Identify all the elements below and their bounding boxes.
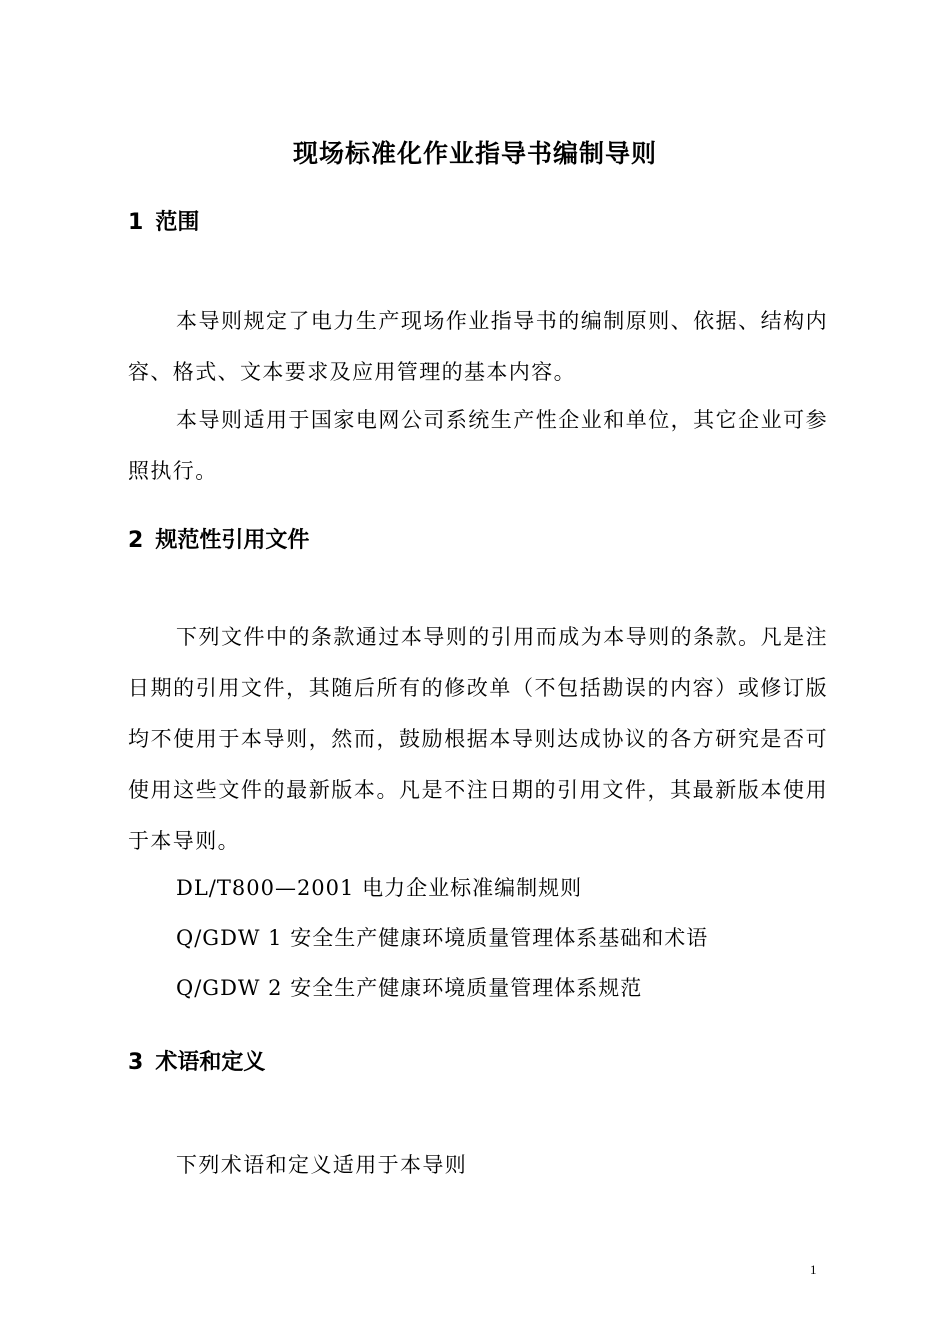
page-number: 1	[810, 1262, 817, 1277]
section-title: 术语和定义	[155, 1050, 266, 1075]
section-number: 1	[128, 210, 144, 235]
section-heading-normative-references	[128, 523, 309, 554]
reference-item: Q/GDW 1 安全生产健康环境质量管理体系基础和术语	[176, 926, 709, 950]
paragraph: 本导则规定了电力生产现场作业指导书的编制原则、依据、结构内容、格式、文本要求及应用管理的基本内容。	[128, 309, 828, 384]
section-number: 2	[128, 528, 144, 553]
section-title: 规范性引用文件	[155, 528, 310, 553]
paragraph: 本导则适用于国家电网公司系统生产性企业和单位，其它企业可参照执行。	[128, 408, 828, 483]
section-title: 范围	[155, 210, 200, 235]
reference-item: Q/GDW 2 安全生产健康环境质量管理体系规范	[176, 976, 643, 1000]
paragraph: 下列术语和定义适用于本导则	[176, 1153, 468, 1177]
document-title: 现场标准化作业指导书编制导则	[292, 139, 657, 168]
section-heading-scope	[128, 205, 199, 236]
section-number: 3	[128, 1050, 144, 1075]
paragraph: 下列文件中的条款通过本导则的引用而成为本导则的条款。凡是注日期的引用文件，其随后所有的修改单（不包括勘误的内容）或修订版均不使用于本导则，然而，鼓励根据本导则达成协议的各方研究是否可使用这些文件的最新版本。凡是不注日期的引用文件，其最新版本使用于本导则。	[128, 625, 828, 853]
reference-item: DL/T800—2001 电力企业标准编制规则	[176, 876, 583, 900]
section-heading-terms	[128, 1045, 265, 1076]
